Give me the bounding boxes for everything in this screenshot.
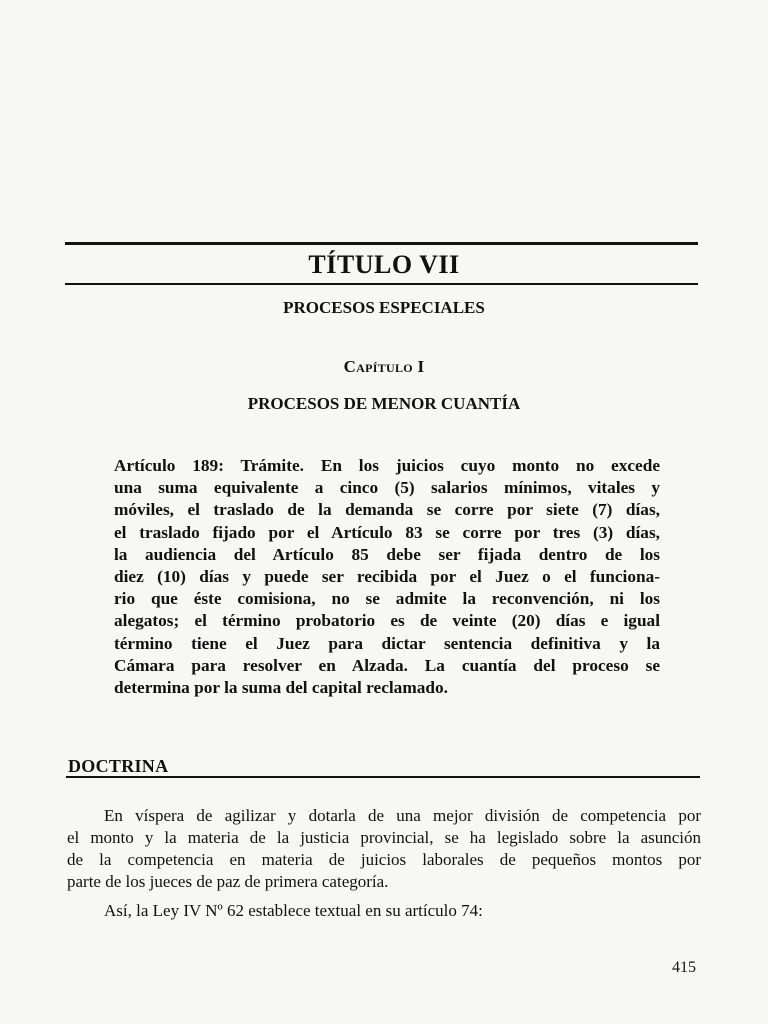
article-line: término tiene el Juez para dictar sentencia definitiva y la: [114, 633, 660, 653]
doctrina-paragraph-2: Así, la Ley IV Nº 62 establece textual en su artículo 74:: [104, 901, 483, 920]
doctrina-body: [67, 805, 701, 922]
article-line: móviles, el traslado de la demanda se corre por siete (7) días,: [114, 500, 660, 520]
article-line: determina por la suma del capital reclamado.: [114, 678, 448, 698]
top-rule: [65, 242, 698, 245]
doctrina-underline: [66, 776, 700, 778]
article-line: el traslado fijado por el Artículo 83 se corre por tres (3) días,: [114, 522, 660, 542]
chapter-name-heading: PROCESOS DE MENOR CUANTÍA: [247, 394, 521, 413]
article-line: Artículo 189: Trámite. En los juicios cuyo monto no excede: [114, 456, 660, 475]
article-line: alegatos; el término probatorio es de veinte (20) días e igual: [114, 611, 660, 631]
doctrina-paragraph: [67, 805, 701, 893]
title-underline: [65, 283, 698, 285]
doctrina-line: de la competencia en materia de juicios laborales de pequeños montos por: [67, 850, 701, 869]
doctrina-line: el monto y la materia de la justicia provincial, se ha legislado sobre la asunción: [67, 828, 701, 847]
title-heading: TÍTULO VII: [308, 250, 460, 279]
article-line: una suma equivalente a cinco (5) salarios mínimos, vitales y: [114, 478, 660, 498]
article-line: la audiencia del Artículo 85 debe ser fijada dentro de los: [114, 544, 660, 564]
subtitle-heading: PROCESOS ESPECIALES: [283, 298, 485, 317]
doctrina-heading: DOCTRINA: [68, 756, 169, 776]
article-line: Cámara para resolver en Alzada. La cuantía del proceso se: [114, 655, 660, 675]
article-189-text: [114, 455, 660, 699]
doctrina-line: parte de los jueces de paz de primera categoría.: [67, 872, 389, 891]
page-number: 415: [672, 959, 696, 976]
article-line: rio que éste comisiona, no se admite la reconvención, ni los: [114, 589, 660, 609]
doctrina-line: En víspera de agilizar y dotarla de una mejor división de competencia por: [104, 806, 701, 825]
article-line: diez (10) días y puede ser recibida por el Juez o el funciona-: [114, 567, 660, 587]
chapter-heading: Capítulo I: [343, 357, 425, 376]
